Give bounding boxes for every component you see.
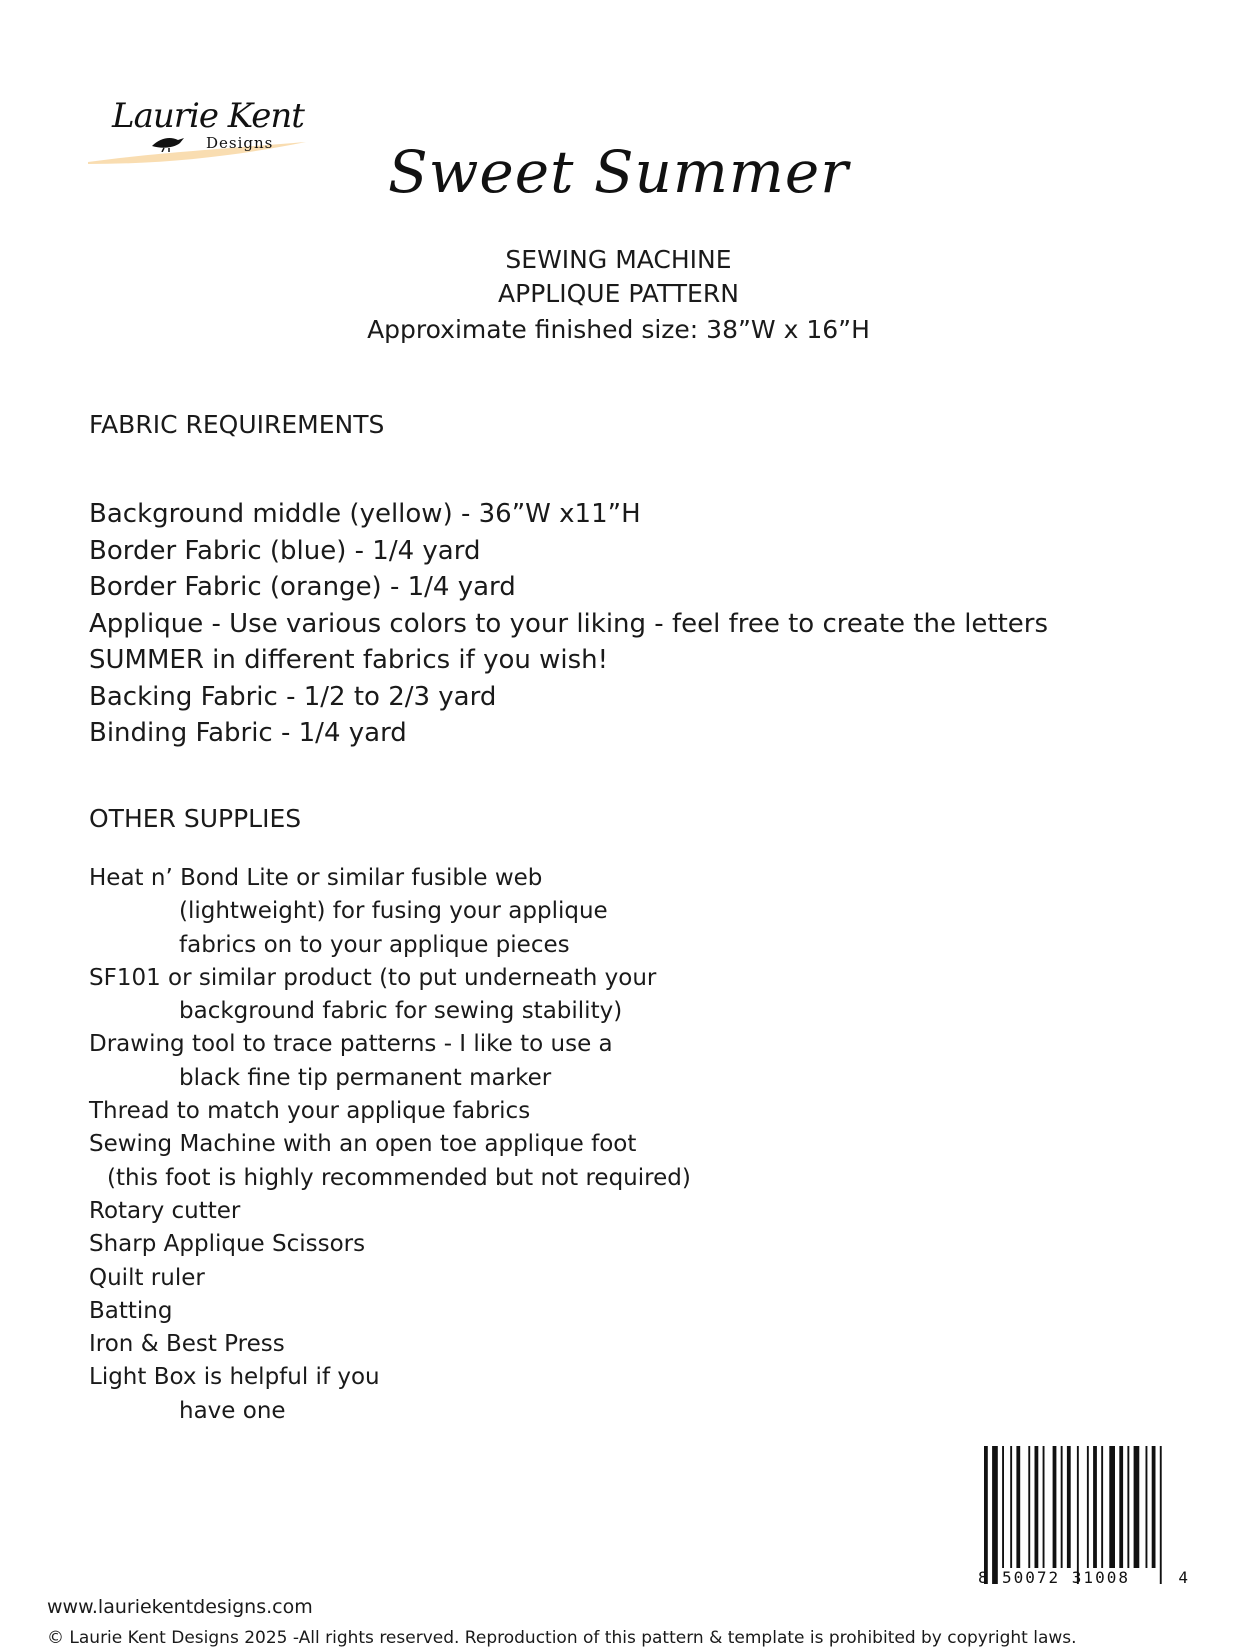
barcode-bar <box>1146 1446 1148 1568</box>
barcode-bar <box>1053 1446 1057 1568</box>
barcode-digit-first: 8 <box>978 1568 988 1587</box>
barcode-bar <box>1002 1446 1004 1568</box>
list-item: Batting <box>89 1297 173 1324</box>
barcode-bar <box>1077 1446 1079 1584</box>
website-link[interactable]: www.lauriekentdesigns.com <box>47 1596 313 1618</box>
list-item: Backing Fabric - 1/2 to 2/3 yard <box>89 681 497 712</box>
list-item-continuation: fabrics on to your applique pieces <box>179 931 570 958</box>
barcode-bar <box>1035 1446 1039 1568</box>
fabric-requirements-list <box>89 496 1048 752</box>
barcode-bar <box>1101 1446 1103 1568</box>
barcode-bar <box>1134 1446 1140 1568</box>
barcode-bar <box>1127 1446 1129 1568</box>
barcode-digits-middle: 50072 31008 <box>1002 1568 1130 1587</box>
barcode-bar <box>1061 1446 1063 1568</box>
barcode-bar <box>1010 1446 1012 1568</box>
list-item: SF101 or similar product (to put underneath your <box>89 964 657 991</box>
list-item: Iron & Best Press <box>89 1331 285 1358</box>
logo-script-text: Laurie Kent <box>112 96 304 136</box>
list-item: Background middle (yellow) - 36”W x11”H <box>89 499 641 529</box>
barcode-bar <box>1067 1446 1071 1568</box>
barcode-bar <box>992 1446 998 1584</box>
barcode-bar <box>1087 1446 1089 1568</box>
barcode-bar <box>984 1446 988 1584</box>
barcode-bar <box>1093 1446 1097 1568</box>
list-item: Drawing tool to trace patterns - I like to use a <box>89 1031 613 1058</box>
list-item: Quilt ruler <box>89 1264 205 1291</box>
copyright-notice: © Laurie Kent Designs 2025 -All rights reserved. Reproduction of this pattern & template is prohibited by copyright laws. <box>47 1628 1077 1648</box>
list-item: Light Box is helpful if you <box>89 1364 380 1391</box>
barcode-bar <box>1119 1446 1123 1568</box>
list-item-continuation: black fine tip permanent marker <box>179 1064 552 1091</box>
barcode-bar <box>1160 1446 1162 1584</box>
list-item: Heat n’ Bond Lite or similar fusible web <box>89 865 543 891</box>
list-item: Thread to match your applique fabrics <box>89 1098 531 1125</box>
list-item: Sharp Applique Scissors <box>89 1231 366 1258</box>
other-supplies-heading: OTHER SUPPLIES <box>89 804 302 833</box>
list-item: Rotary cutter <box>89 1197 241 1224</box>
other-supplies-list <box>89 862 691 1428</box>
logo-caps-text: Designs <box>206 134 274 152</box>
list-item-continuation: have one <box>179 1397 286 1424</box>
list-item-continuation: (this foot is highly recommended but not required) <box>107 1164 691 1191</box>
list-item: Binding Fabric - 1/4 yard <box>89 718 407 748</box>
barcode-bar <box>1016 1446 1020 1568</box>
subtitle-line-1: SEWING MACHINE <box>505 245 732 274</box>
list-item: Border Fabric (orange) - 1/4 yard <box>89 572 516 602</box>
list-item-continuation: background fabric for sewing stability) <box>179 998 623 1025</box>
barcode-digit-last: 4 <box>1178 1568 1188 1587</box>
list-item: Applique - Use various colors to your liking - feel free to create the letters <box>89 608 1049 639</box>
barcode-bar <box>1028 1446 1030 1568</box>
fabric-requirements-heading: FABRIC REQUIREMENTS <box>89 410 385 439</box>
barcode-bar <box>1043 1446 1045 1568</box>
pattern-title: Sweet Summer <box>388 138 849 206</box>
list-item: Sewing Machine with an open toe applique foot <box>89 1131 637 1158</box>
barcode-bar <box>1109 1446 1115 1568</box>
list-item: SUMMER in different fabrics if you wish! <box>89 645 609 675</box>
list-item: Border Fabric (blue) - 1/4 yard <box>89 535 481 566</box>
barcode-bar <box>1152 1446 1156 1568</box>
list-item-continuation: (lightweight) for fusing your applique <box>179 898 608 925</box>
subtitle-line-2: APPLIQUE PATTERN <box>498 279 739 308</box>
finished-size: Approximate finished size: 38”W x 16”H <box>367 315 870 344</box>
